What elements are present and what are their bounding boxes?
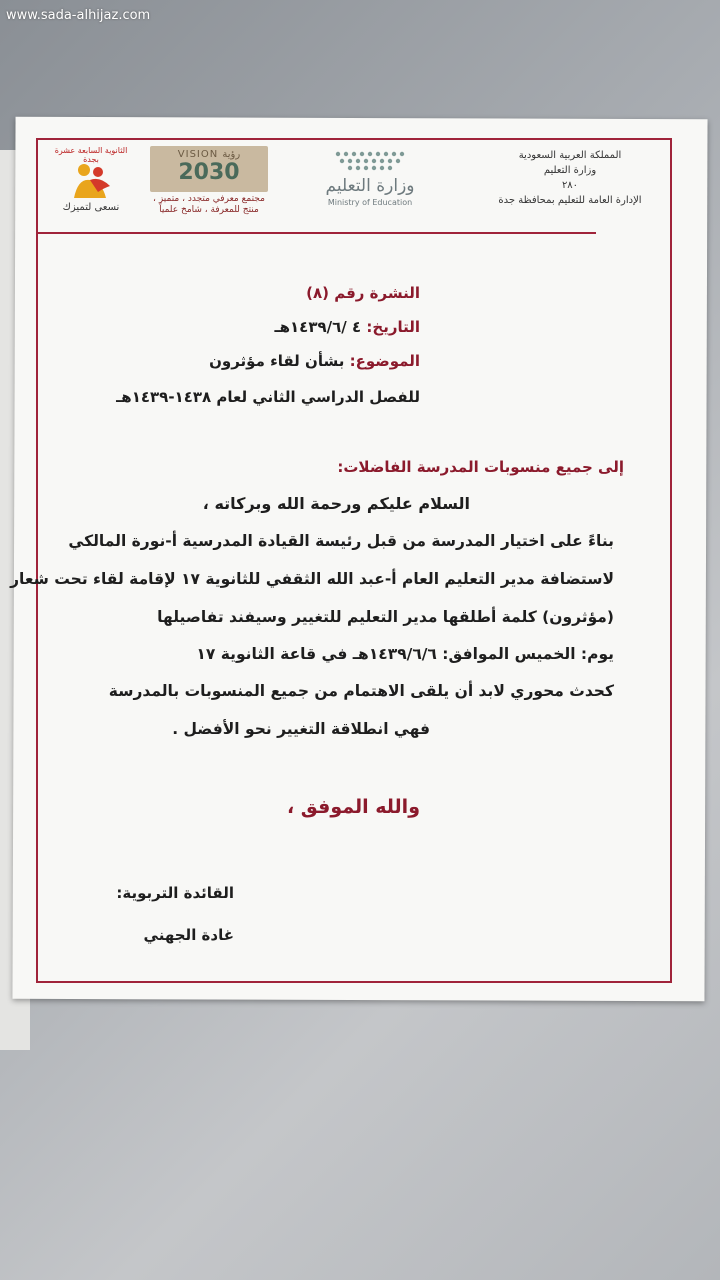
subject-value: بشأن لقاء مؤثرون [209, 352, 345, 370]
vision-label: VISION رؤية [177, 149, 241, 160]
school-slogan: نسعى لتميزك [62, 202, 120, 213]
bulletin-number: النشرة رقم (٨) [306, 284, 420, 302]
vision-motto: مجتمع معرفي متجدد ، متميز ، منتج للمعرفة ، شامخ علمياً [153, 194, 265, 215]
body-line-2: لاستضافة مدير التعليم العام أ-عبد الله الثقفي للثانوية ١٧ لإقامة لقاء تحت شعار [10, 570, 614, 588]
ministry-header-text [480, 148, 660, 208]
body-line-1: بناءً على اختيار المدرسة من قبل رئيسة القيادة المدرسية أ-نورة المالكي [68, 532, 614, 550]
body-line-5: كحدث محوري لابد أن يلقى الاهتمام من جميع المنسوبات بالمدرسة [108, 682, 614, 700]
body-line-3: (مؤثرون) كلمة أطلقها مدير التعليم للتغيير وسيفند تفاصيلها [157, 608, 614, 626]
code-line: ٢٨٠ [561, 180, 579, 191]
header-divider [36, 232, 596, 234]
signatory-title: القائدة التربوية: [116, 884, 234, 902]
subject-label: الموضوع: [349, 352, 420, 370]
body-line-4: يوم: الخميس الموافق: ١٤٣٩/٦/٦هـ في قاعة الثانوية ١٧ [196, 645, 614, 663]
page-border [36, 138, 672, 983]
ministry-name-arabic: وزارة التعليم [325, 176, 415, 196]
ministry-line: وزارة التعليم [543, 165, 597, 176]
signatory-name: غادة الجهني [143, 926, 234, 944]
body-line-6: فهي انطلاقة التغيير نحو الأفضل . [172, 720, 430, 738]
date-label: التاريخ: [366, 318, 420, 336]
school-logo-icon [60, 158, 120, 202]
date-row [275, 318, 421, 336]
subject-row [209, 352, 420, 370]
kingdom-line: المملكة العربية السعودية [518, 150, 622, 161]
directorate-line: الإدارة العامة للتعليم بمحافظة جدة [498, 195, 642, 206]
date-value: ٤ /١٤٣٩/٦هـ [274, 318, 362, 336]
addressee: إلى جميع منسوبات المدرسة الفاضلات: [337, 458, 624, 476]
greeting: السلام عليكم ورحمة الله وبركاته ، [202, 494, 470, 513]
term-line: للفصل الدراسي الثاني لعام ١٤٣٨-١٤٣٩هـ [116, 388, 420, 406]
vision-year: 2030 [178, 160, 240, 185]
site-watermark: www.sada-alhijaz.com [6, 8, 151, 23]
ministry-name-english: Ministry of Education [327, 198, 413, 207]
school-name: الثانوية السابعة عشرة بجدة [54, 146, 128, 164]
closing: والله الموفق ، [286, 796, 420, 818]
